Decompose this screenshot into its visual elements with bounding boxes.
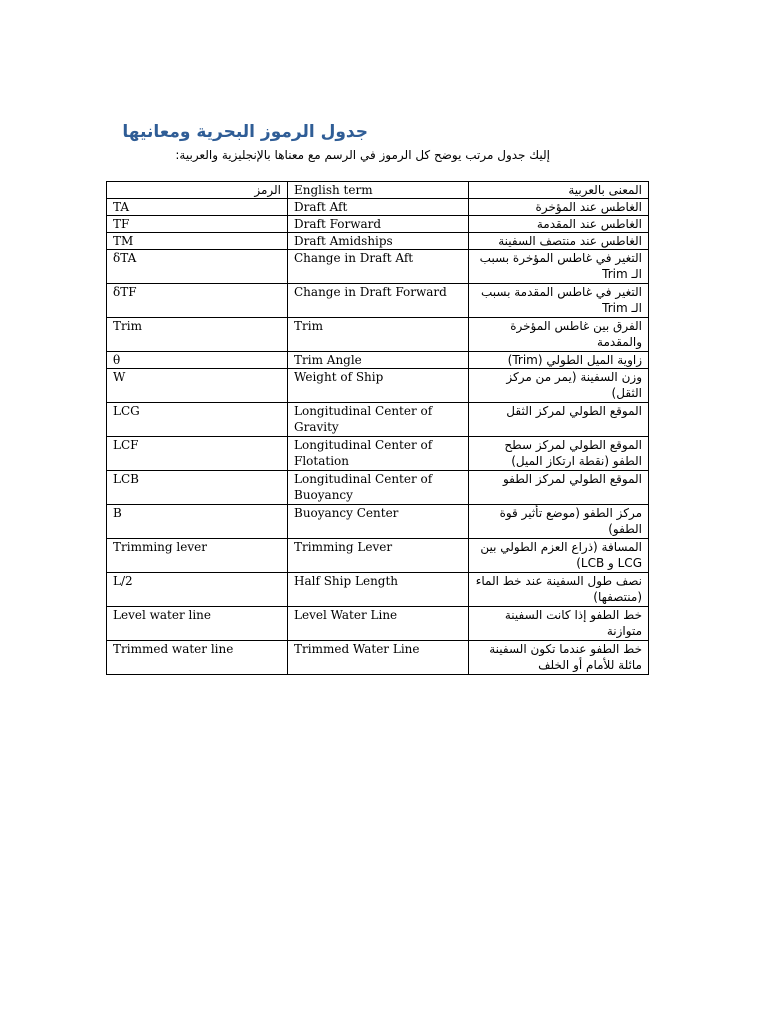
header-arabic: المعنى بالعربية	[469, 182, 649, 199]
cell-arabic: الغاطس عند المؤخرة	[469, 199, 649, 216]
cell-english: Draft Aft	[288, 199, 469, 216]
cell-english: Draft Amidships	[288, 233, 469, 250]
table-row	[107, 369, 649, 403]
cell-english: Draft Forward	[288, 216, 469, 233]
table-row	[107, 233, 649, 250]
cell-arabic: الموقع الطولي لمركز الطفو	[469, 471, 649, 505]
table-header-row	[107, 182, 649, 199]
cell-arabic: مركز الطفو (موضع تأثير قوة الطفو)	[469, 505, 649, 539]
cell-english: Longitudinal Center of Flotation	[288, 437, 469, 471]
table-row	[107, 216, 649, 233]
cell-arabic: زاوية الميل الطولي (Trim)	[469, 352, 649, 369]
table-row	[107, 403, 649, 437]
cell-english: Weight of Ship	[288, 369, 469, 403]
cell-symbol: Level water line	[107, 607, 288, 641]
header-symbol: الرمز	[107, 182, 288, 199]
table-row	[107, 199, 649, 216]
cell-arabic: الموقع الطولي لمركز سطح الطفو (نقطة ارتكاز الميل)	[469, 437, 649, 471]
cell-english: Trimming Lever	[288, 539, 469, 573]
table-row	[107, 352, 649, 369]
cell-arabic: الغاطس عند المقدمة	[469, 216, 649, 233]
cell-english: Trim Angle	[288, 352, 469, 369]
cell-symbol: δTA	[107, 250, 288, 284]
cell-symbol: TA	[107, 199, 288, 216]
cell-english: Change in Draft Forward	[288, 284, 469, 318]
cell-arabic: خط الطفو عندما تكون السفينة مائلة للأمام أو الخلف	[469, 641, 649, 675]
cell-symbol: TF	[107, 216, 288, 233]
table-row	[107, 284, 649, 318]
cell-english: Half Ship Length	[288, 573, 469, 607]
cell-symbol: W	[107, 369, 288, 403]
cell-english: Change in Draft Aft	[288, 250, 469, 284]
table-row	[107, 250, 649, 284]
cell-symbol: TM	[107, 233, 288, 250]
cell-arabic: التغير في غاطس المقدمة بسبب الـ Trim	[469, 284, 649, 318]
cell-english: Longitudinal Center of Gravity	[288, 403, 469, 437]
cell-symbol: θ	[107, 352, 288, 369]
cell-symbol: B	[107, 505, 288, 539]
header-english: English term	[288, 182, 469, 199]
cell-english: Trim	[288, 318, 469, 352]
cell-symbol: LCF	[107, 437, 288, 471]
cell-symbol: Trim	[107, 318, 288, 352]
table-row	[107, 539, 649, 573]
cell-arabic: نصف طول السفينة عند خط الماء (منتصفها)	[469, 573, 649, 607]
symbols-table	[106, 181, 649, 675]
cell-arabic: التغير في غاطس المؤخرة بسبب الـ Trim	[469, 250, 649, 284]
table-row	[107, 471, 649, 505]
cell-arabic: خط الطفو إذا كانت السفينة متوازنة	[469, 607, 649, 641]
cell-symbol: Trimming lever	[107, 539, 288, 573]
table-row	[107, 641, 649, 675]
cell-arabic: وزن السفينة (يمر من مركز الثقل)	[469, 369, 649, 403]
cell-symbol: δTF	[107, 284, 288, 318]
table-row	[107, 573, 649, 607]
cell-arabic: الفرق بين غاطس المؤخرة والمقدمة	[469, 318, 649, 352]
cell-english: Level Water Line	[288, 607, 469, 641]
table-row	[107, 318, 649, 352]
cell-english: Longitudinal Center of Buoyancy	[288, 471, 469, 505]
cell-symbol: L/2	[107, 573, 288, 607]
cell-arabic: الموقع الطولي لمركز الثقل	[469, 403, 649, 437]
page-title: جدول الرموز البحرية ومعانيها	[122, 122, 368, 142]
table-row	[107, 437, 649, 471]
cell-arabic: الغاطس عند منتصف السفينة	[469, 233, 649, 250]
cell-english: Buoyancy Center	[288, 505, 469, 539]
cell-english: Trimmed Water Line	[288, 641, 469, 675]
cell-symbol: Trimmed water line	[107, 641, 288, 675]
table-row	[107, 607, 649, 641]
table-row	[107, 505, 649, 539]
intro-text: إليك جدول مرتب يوضح كل الرموز في الرسم مع معناها بالإنجليزية والعربية:	[175, 148, 550, 162]
cell-arabic: المسافة (ذراع العزم الطولي بين LCG و LCB)	[469, 539, 649, 573]
cell-symbol: LCB	[107, 471, 288, 505]
cell-symbol: LCG	[107, 403, 288, 437]
